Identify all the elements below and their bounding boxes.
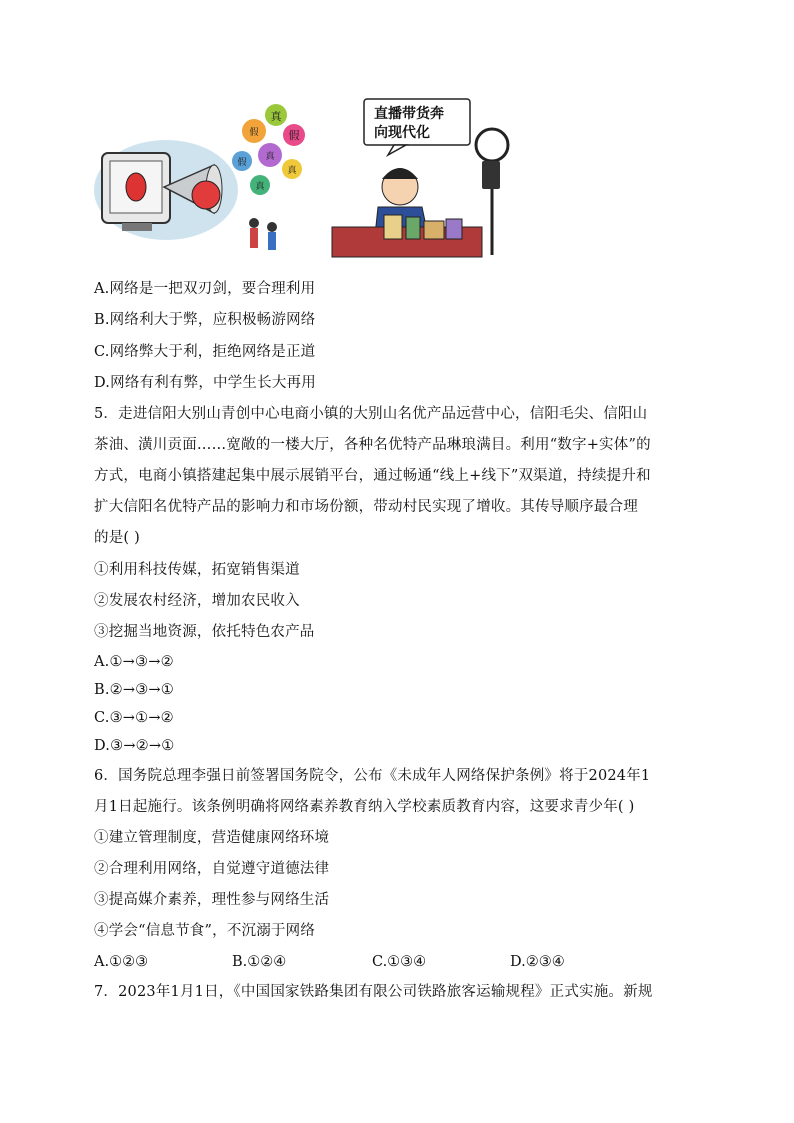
q5-stem-line: 扩大信阳名优特产品的影响力和市场份额，带动村民实现了增收。其传导顺序最合理 [94, 499, 638, 515]
q5-option-a: A.①→③→② [94, 654, 174, 670]
bubble-label: 真 [270, 110, 282, 123]
q6-item-2: ②合理利用网络，自觉遵守道德法律 [94, 861, 330, 877]
q6-option-d: D.②③④ [510, 954, 565, 970]
q5-option-d: D.③→②→① [94, 738, 175, 754]
bubble-label: 真 [265, 152, 275, 162]
q6-stem-line: 月1日起施行。该条例明确将网络素养教育纳入学校素质教育内容，这要求青少年( ) [94, 799, 635, 815]
q5-stem-line: 茶油、潢川贡面……宽敞的一楼大厅，各种名优特产品琳琅满目。利用“数字+实体”的 [94, 437, 651, 453]
speech-bubble-line-1: 直播带货奔 [374, 106, 444, 122]
bubble-label: 真 [287, 166, 297, 176]
speech-bubble-line-2: 向现代化 [374, 125, 430, 141]
bubble-label: 假 [249, 128, 259, 138]
q4-option-c: C.网络弊大于利，拒绝网络是正道 [94, 344, 316, 360]
q4-option-b: B.网络利大于弊，应积极畅游网络 [94, 312, 316, 328]
q6-option-c: C.①③④ [372, 954, 427, 970]
cartoon-pair [94, 95, 514, 265]
q7-stem-line: 7．2023年1月1日，《中国国家铁路集团有限公司铁路旅客运输规程》正式实施。新规 [94, 984, 653, 1000]
question-illustrations [94, 95, 514, 265]
q6-item-4: ④学会“信息节食”，不沉溺于网络 [94, 923, 316, 939]
q5-option-c: C.③→①→② [94, 710, 174, 726]
q6-item-3: ③提高媒介素养，理性参与网络生活 [94, 892, 330, 908]
q6-item-1: ①建立管理制度，营造健康网络环境 [94, 830, 330, 846]
q5-option-b: B.②→③→① [94, 682, 174, 698]
q4-option-a: A.网络是一把双刃剑，要合理利用 [94, 281, 316, 297]
q5-item-2: ②发展农村经济，增加农民收入 [94, 593, 300, 609]
bubble-label: 假 [288, 129, 300, 142]
q6-option-b: B.①②④ [232, 954, 287, 970]
bubble-label: 假 [237, 158, 247, 168]
bubble-label: 真 [255, 182, 265, 192]
q6-stem-line: 6．国务院总理李强日前签署国务院令，公布《未成年人网络保护条例》将于2024年1 [94, 768, 651, 784]
megaphone-cartoon [94, 104, 305, 250]
q6-option-a: A.①②③ [94, 954, 149, 970]
q5-item-1: ①利用科技传媒，拓宽销售渠道 [94, 562, 300, 578]
q5-stem-line: 的是( ) [94, 530, 140, 546]
q5-stem-line: 5．走进信阳大别山青创中心电商小镇的大别山名优产品远营中心，信阳毛尖、信阳山 [94, 406, 648, 422]
q5-item-3: ③挖掘当地资源，依托特色农产品 [94, 624, 315, 640]
q4-option-d: D.网络有利有弊，中学生长大再用 [94, 375, 316, 391]
q5-stem-line: 方式，电商小镇搭建起集中展示展销平台，通过畅通“线上+线下”双渠道，持续提升和 [94, 468, 651, 484]
livestream-cartoon [332, 99, 508, 257]
